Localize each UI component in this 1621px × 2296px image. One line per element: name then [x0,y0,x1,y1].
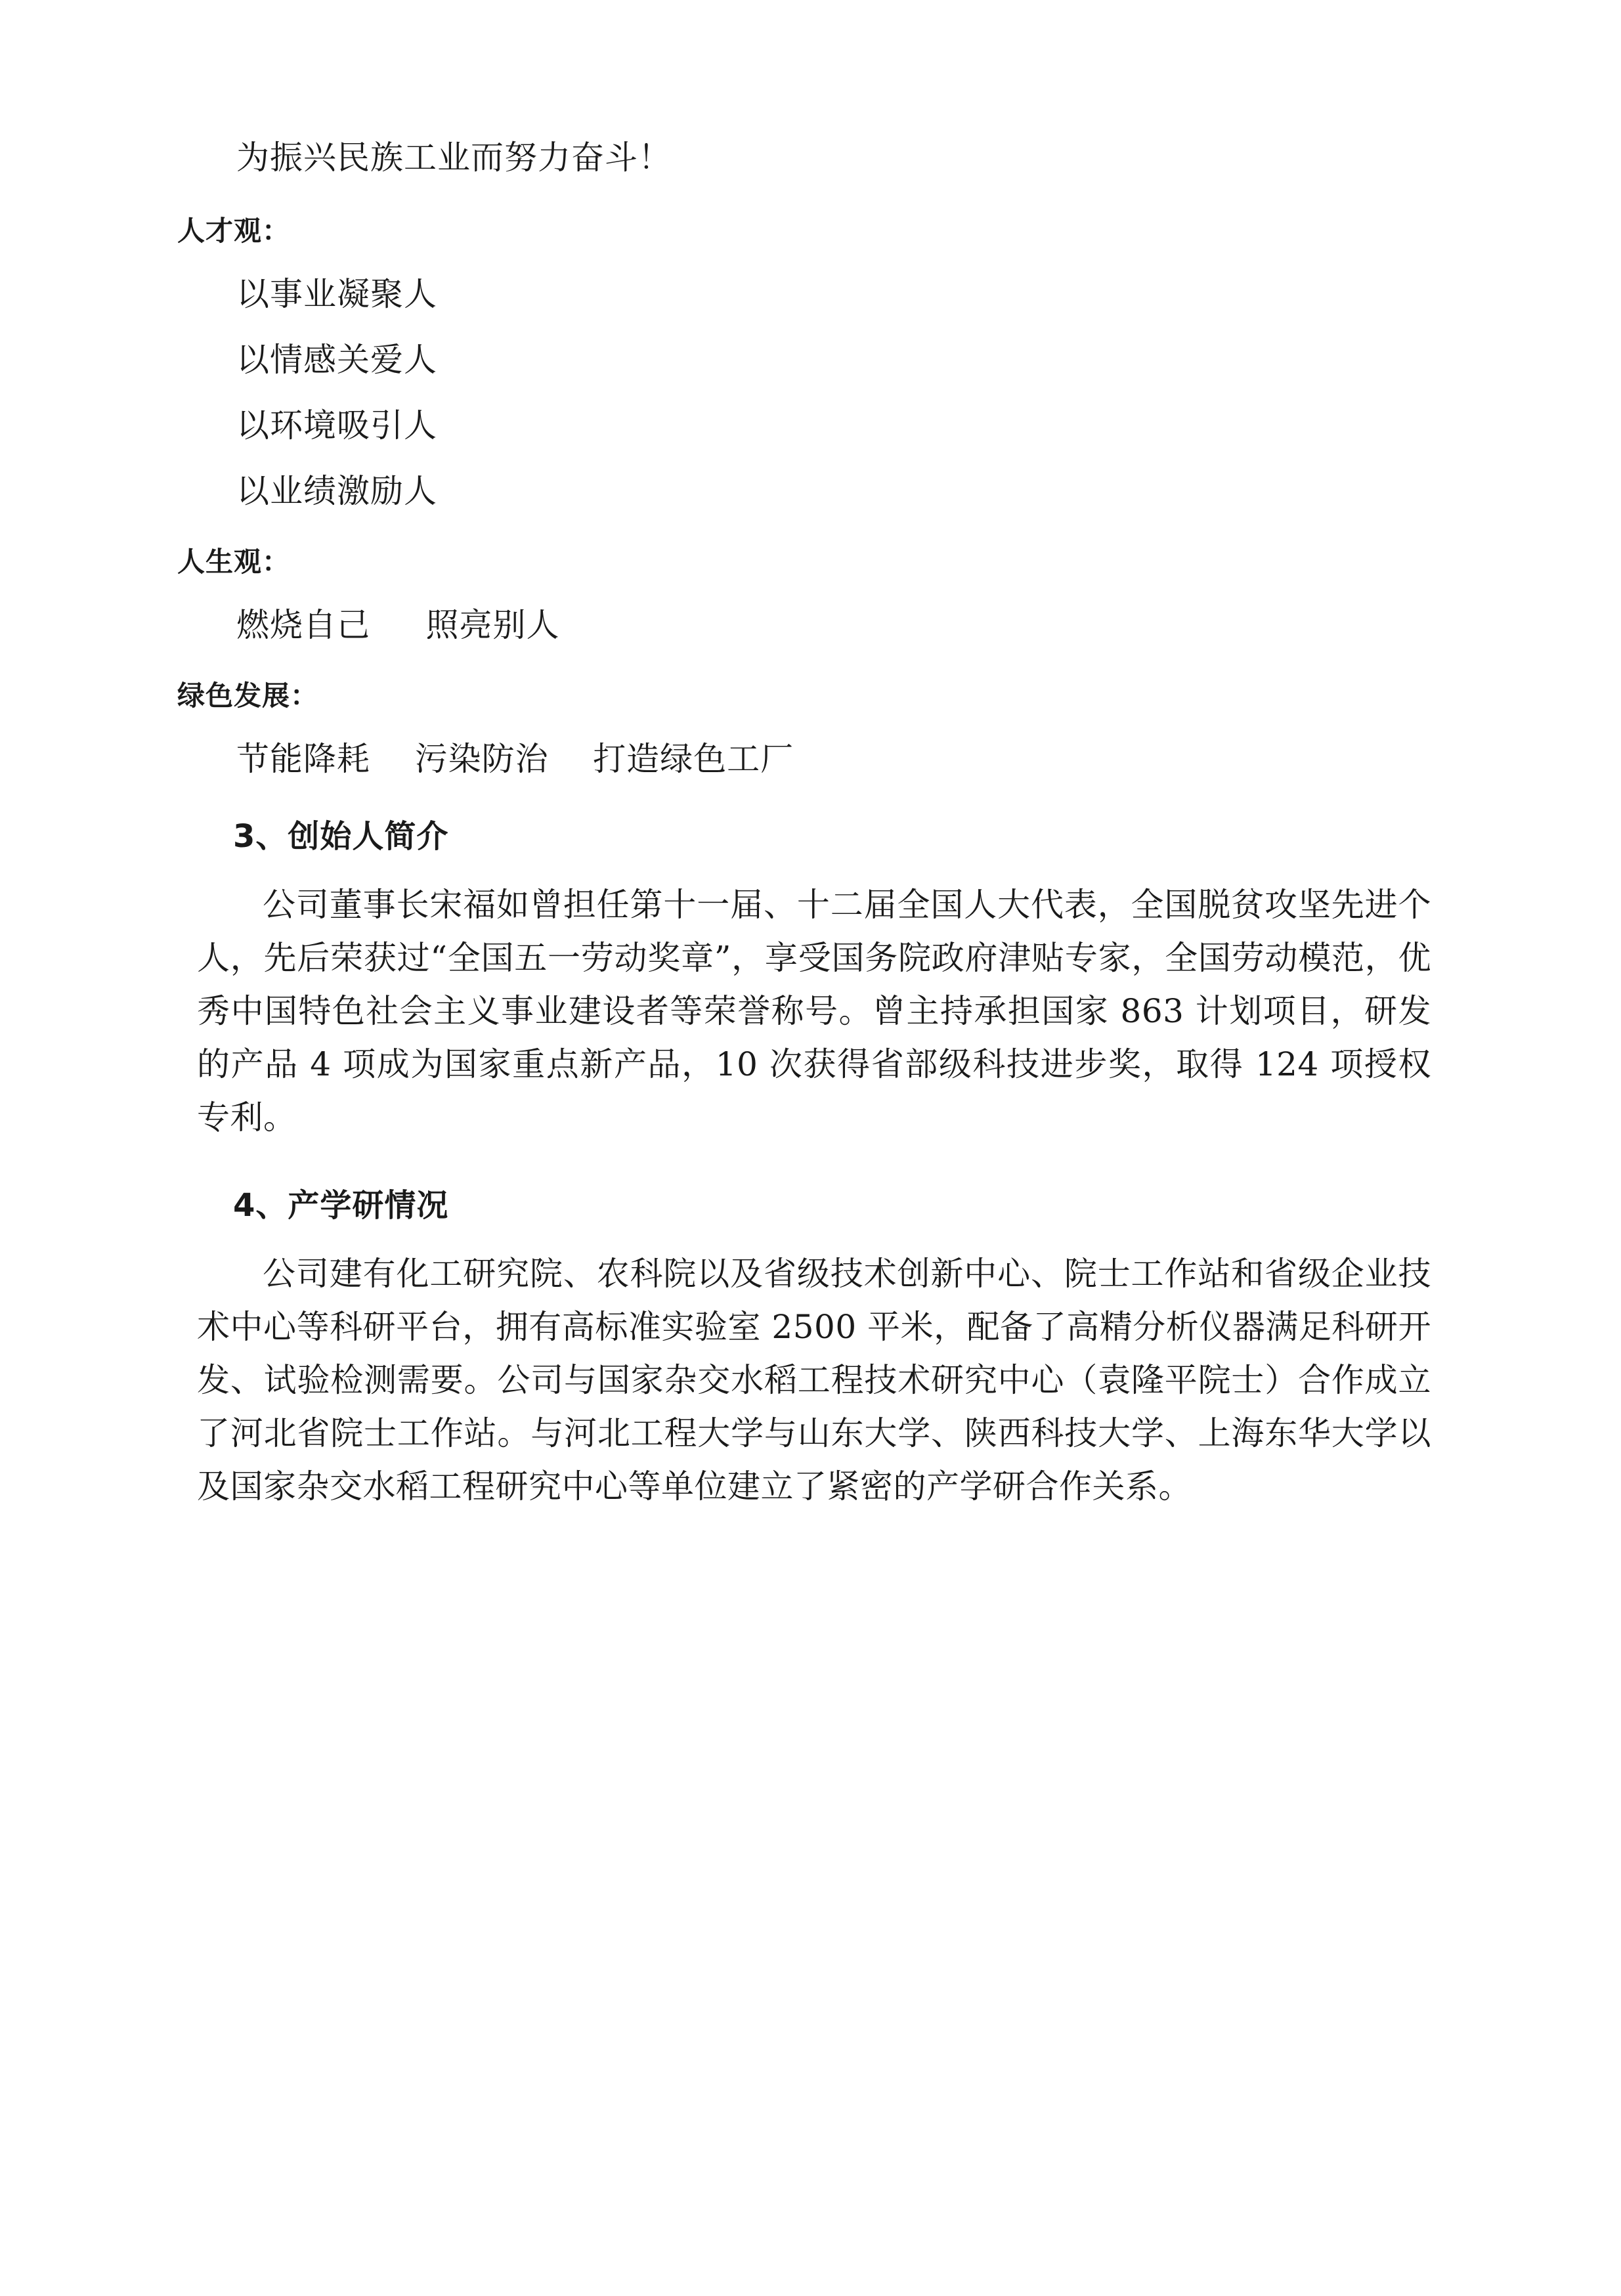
talent-view-heading: 人才观： [177,215,291,247]
section-heading-industry-academia: 4、产学研情况 [233,1187,449,1224]
life-view-heading: 人生观： [177,546,291,578]
section-paragraph-industry-academia: 公司建有化工研究院、农科院以及省级技术创新中心、院士工作站和省级企业技术中心等科研平台，拥有高标准实验室 2500 平米，配备了高精分析仪器满足科研开发、试验检测需要。公司与国家杂交水稻工程技术研究中心（袁隆平院士）合作成立了河北省院士工作站。与河北工程大学与山东大学、陕西科技大学、上海东华大学以及国家杂交水稻工程研究中心等单位建立了紧密的产学研合作关系。 [197,1255,1431,1505]
talent-view-item-4: 以业绩激励人 [236,472,437,510]
opening-line: 为振兴民族工业而努力奋斗！ [236,139,672,177]
green-development-item-1: 节能降耗 污染防治 打造绿色工厂 [236,740,794,778]
green-development-heading: 绿色发展： [177,680,319,712]
life-view-item-1: 燃烧自己 照亮别人 [236,606,560,644]
section-paragraph-founder: 公司董事长宋福如曾担任第十一届、十二届全国人大代表，全国脱贫攻坚先进个人，先后荣获过“全国五一劳动奖章”，享受国务院政府津贴专家，全国劳动模范，优秀中国特色社会主义事业建设者等荣誉称号。曾主持承担国家 863 计划项目，研发的产品 4 项成为国家重点新产品，10 次获得省部级科技进步奖，取得 124 项授权专利。 [197,886,1431,1137]
talent-view-item-3: 以环境吸引人 [236,406,437,444]
talent-view-item-2: 以情感关爱人 [236,341,437,379]
section-heading-founder: 3、创始人简介 [233,818,449,855]
talent-view-item-1: 以事业凝聚人 [236,275,437,313]
document-body [177,139,1444,1525]
